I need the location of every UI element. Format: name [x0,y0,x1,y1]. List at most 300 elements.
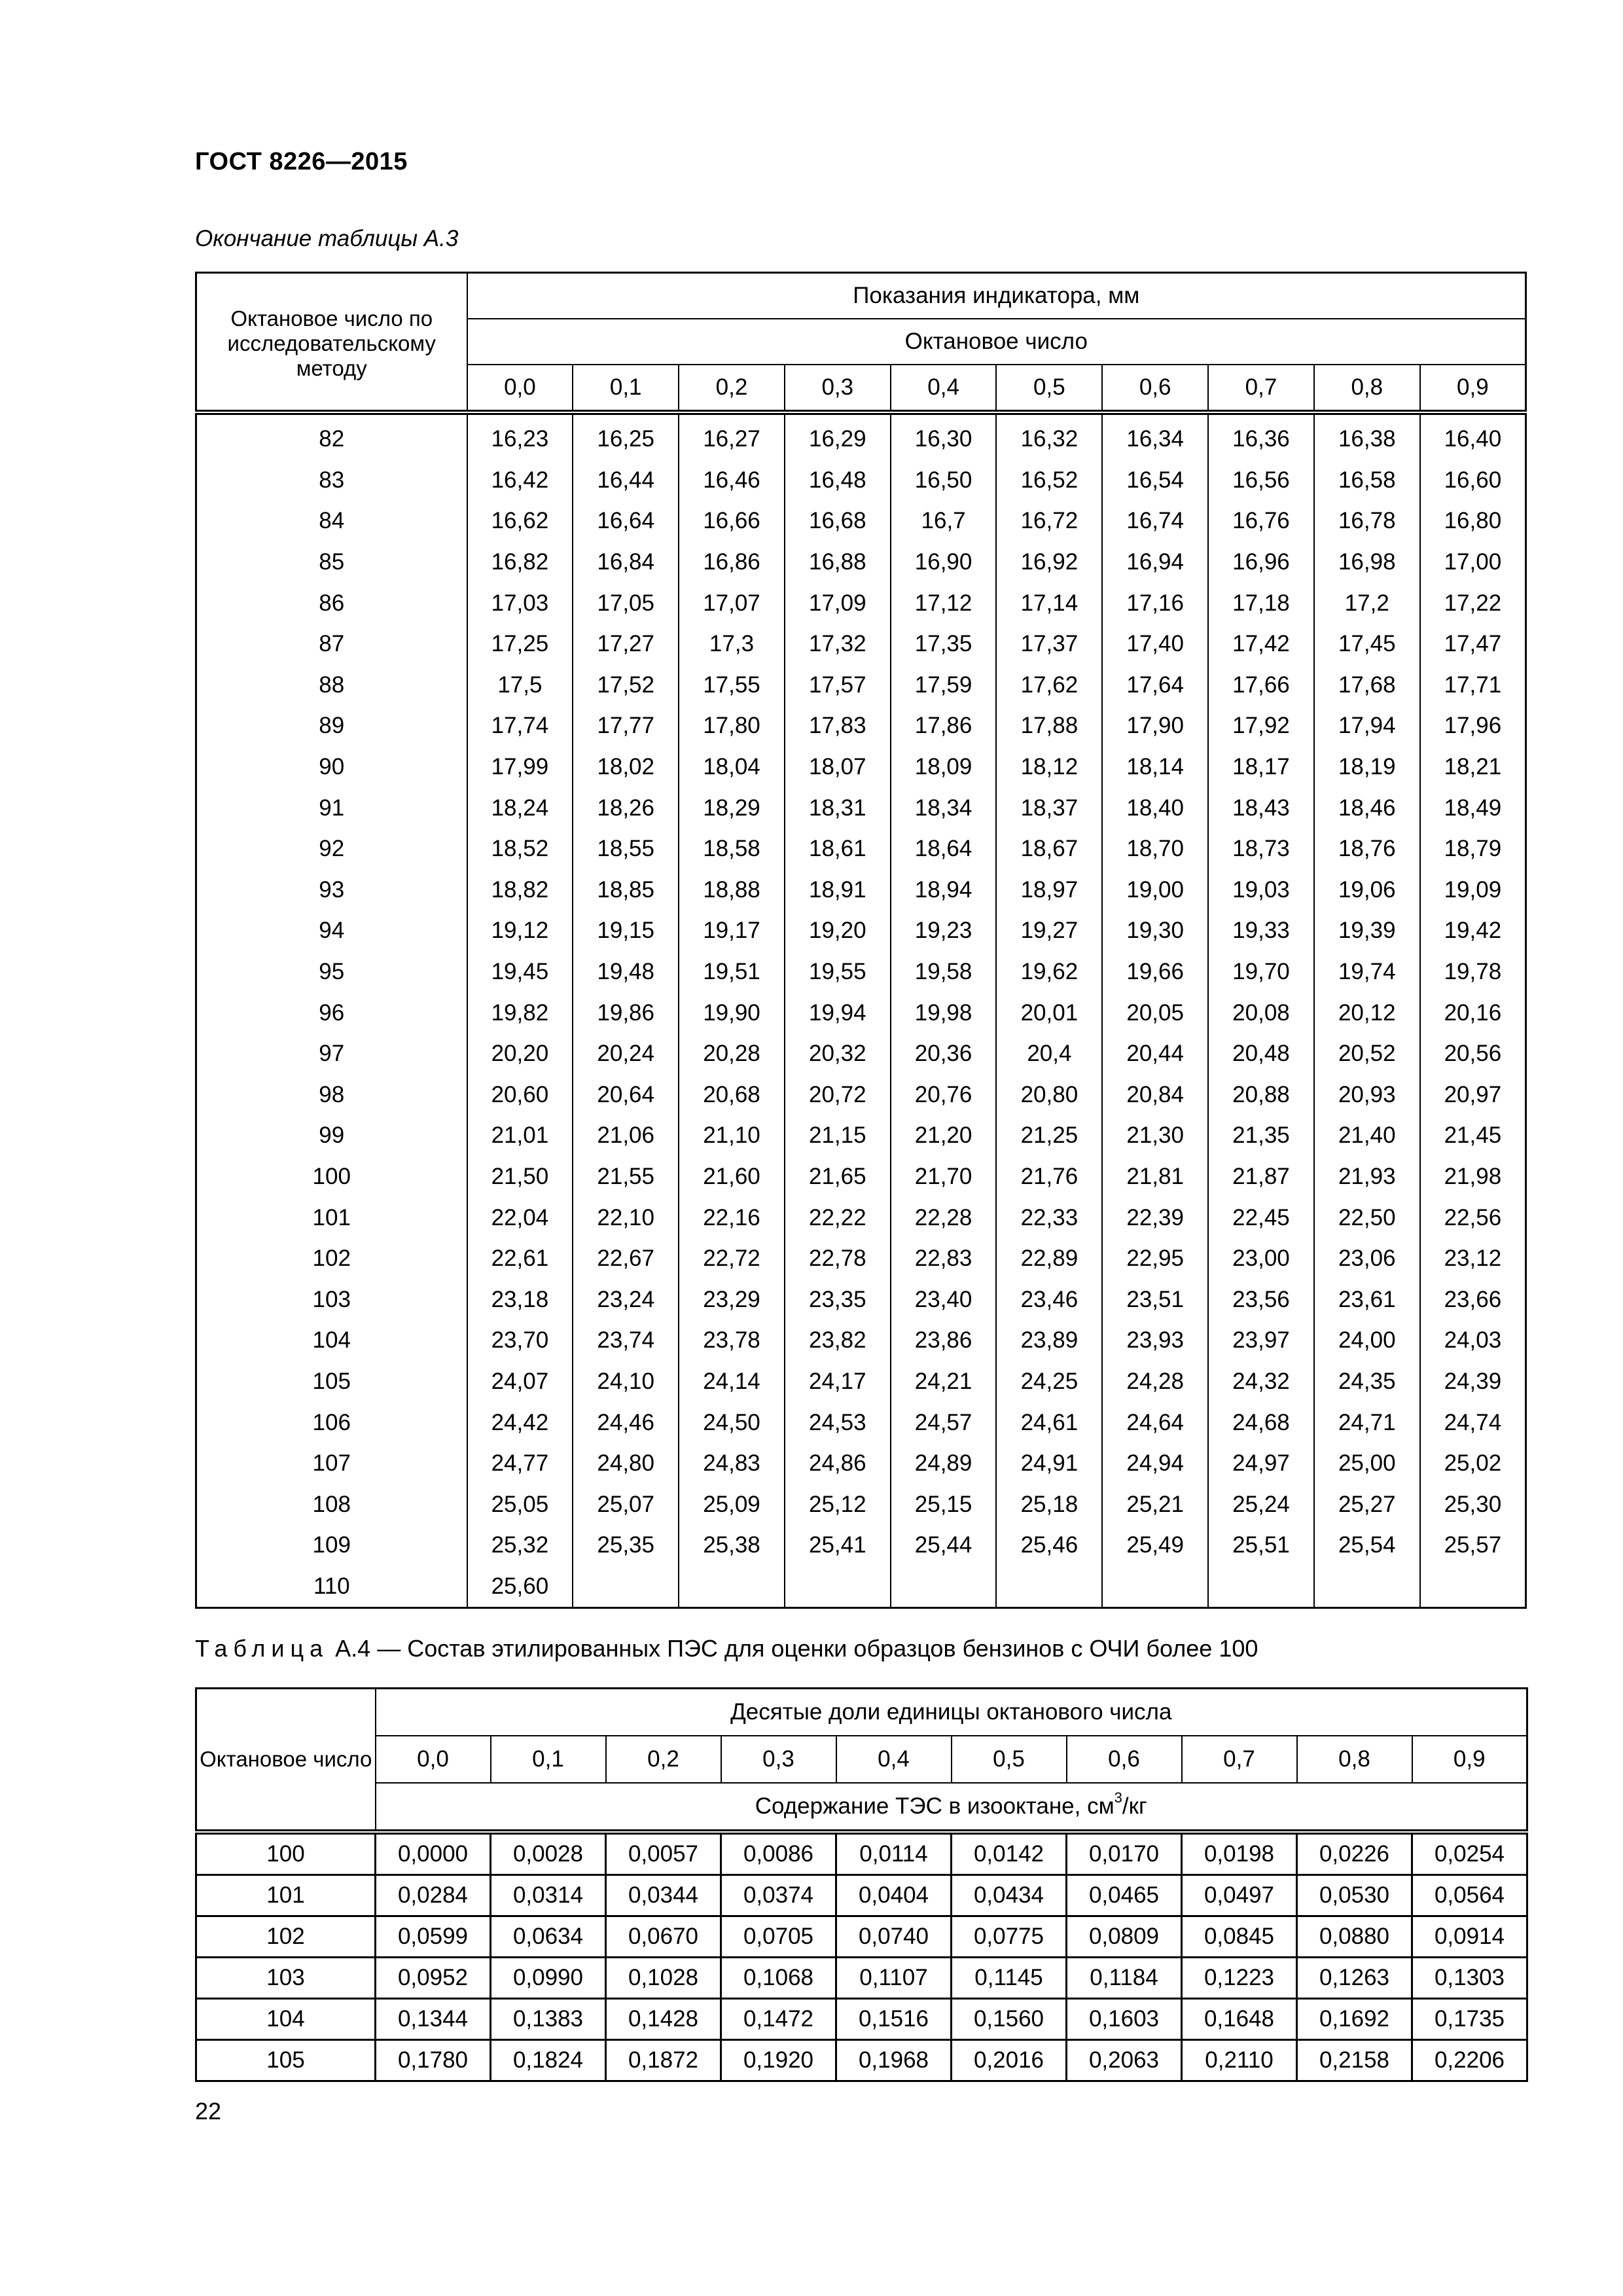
table-a3-cell: 24,00 [1314,1320,1420,1361]
table-a3-row [196,992,1526,1033]
table-a4-caption [195,1635,1258,1662]
table-a4-cell: 0,0990 [491,1958,606,1999]
table-a3-cell: 16,42 [467,460,573,501]
table-a3-cell: 23,00 [1208,1238,1314,1280]
table-a3-cell: 18,09 [891,747,997,788]
table-a3-cell: 19,33 [1208,910,1314,952]
table-a3-cell: 17,03 [467,583,573,624]
table-a4-units-header [376,1783,1527,1832]
table-a3-cell: 17,40 [1102,624,1208,665]
table-a3-row [196,952,1526,993]
table-a3-cell: 18,94 [891,870,997,911]
table-a3-cell: 21,50 [467,1157,573,1198]
table-a3-cell: 23,66 [1420,1279,1526,1320]
table-a4-cell: 0,0634 [491,1916,606,1958]
table-a3-cell: 16,78 [1314,501,1420,542]
table-a3-cell: 19,51 [679,952,785,993]
document-code: ГОСТ 8226—2015 [195,148,408,175]
table-a3-row-label: 87 [196,624,467,665]
table-a3-cell: 25,09 [679,1484,785,1525]
table-a3-cell: 20,68 [679,1075,785,1116]
table-a4-caption-word: Таблица [195,1635,329,1662]
table-a3-row [196,501,1526,542]
table-a3-cell: 16,74 [1102,501,1208,542]
table-a3-cell: 22,28 [891,1197,997,1238]
table-a3-cell: 25,54 [1314,1525,1420,1566]
table-a3-cell: 17,18 [1208,583,1314,624]
table-a3-cell: 17,3 [679,624,785,665]
table-a3-cell: 18,88 [679,870,785,911]
table-a4-group-header: Десятые доли единицы октанового числа [376,1689,1527,1736]
table-a3-cell: 24,68 [1208,1402,1314,1443]
table-a3-cell: 18,61 [785,829,891,870]
table-a3-cell: 16,27 [679,412,785,460]
table-a3-cell: 19,39 [1314,910,1420,952]
table-a3-row [196,1033,1526,1075]
table-a3-cell: 22,16 [679,1197,785,1238]
table-a3 [195,272,1527,1609]
table-a4-cell: 0,1263 [1297,1958,1412,1999]
table-a3-row-label: 89 [196,706,467,747]
table-a3-cell: 17,62 [996,665,1102,706]
table-a3-row [196,583,1526,624]
table-a3-cell: 17,77 [573,706,679,747]
table-a3-cell: 21,60 [679,1157,785,1198]
table-a3-row [196,1238,1526,1280]
table-a3-cell: 25,35 [573,1525,679,1566]
table-a3-cell: 17,74 [467,706,573,747]
table-a3-cell: 16,86 [679,542,785,583]
table-a3-cell: 18,40 [1102,787,1208,829]
table-a3-cell: 16,94 [1102,542,1208,583]
table-a3-row-label: 82 [196,412,467,460]
table-a3-cell: 16,54 [1102,460,1208,501]
table-a3-cell: 17,25 [467,624,573,665]
table-a3-cell: 18,46 [1314,787,1420,829]
table-a3-row-label: 101 [196,1197,467,1238]
table-a4-cell: 0,1735 [1412,1999,1527,2040]
table-a3-cell: 16,44 [573,460,679,501]
table-a3-cell: 22,56 [1420,1197,1526,1238]
table-a3-cell: 18,55 [573,829,679,870]
table-a3-cell: 20,32 [785,1033,891,1075]
table-a3-cell: 18,97 [996,870,1102,911]
table-a4-row [196,1916,1527,1958]
table-a4-cell: 0,0000 [376,1832,491,1875]
table-a3-cell: 24,25 [996,1361,1102,1403]
table-a3-row [196,1566,1526,1608]
table-a3-cell: 16,68 [785,501,891,542]
table-a3-cell: 24,50 [679,1402,785,1443]
table-a3-cell: 24,07 [467,1361,573,1403]
table-a3-cell: 20,64 [573,1075,679,1116]
table-a3-column-header: 0,5 [996,365,1102,412]
table-a3-cell: 18,76 [1314,829,1420,870]
table-a3-cell: 20,08 [1208,992,1314,1033]
table-a3-cell: 16,64 [573,501,679,542]
table-a3-cell: 25,24 [1208,1484,1314,1525]
table-a3-row [196,1075,1526,1116]
table-a3-cell: 24,64 [1102,1402,1208,1443]
table-a3-cell: 22,22 [785,1197,891,1238]
table-a3-row-label: 105 [196,1361,467,1403]
table-a3-row-label: 96 [196,992,467,1033]
table-a3-cell: 22,72 [679,1238,785,1280]
table-a3-row [196,412,1526,460]
table-a3-cell: 17,92 [1208,706,1314,747]
table-a3-cell: 18,82 [467,870,573,911]
table-a3-cell: 25,15 [891,1484,997,1525]
table-a3-row [196,870,1526,911]
table-a3-cell: 16,62 [467,501,573,542]
table-a3-cell: 24,77 [467,1443,573,1484]
table-a3-cell: 18,37 [996,787,1102,829]
table-a4-cell: 0,1472 [721,1999,836,2040]
table-a3-cell: 24,28 [1102,1361,1208,1403]
table-a3-cell: 20,80 [996,1075,1102,1116]
table-a3-cell: 17,35 [891,624,997,665]
table-a3-cell: 20,76 [891,1075,997,1116]
table-a3-cell: 25,60 [467,1566,573,1608]
table-a3-cell: 18,29 [679,787,785,829]
table-a3-cell: 20,24 [573,1033,679,1075]
table-a3-cell: 18,70 [1102,829,1208,870]
table-a3-row-label: 108 [196,1484,467,1525]
table-a3-row [196,624,1526,665]
table-a4-cell: 0,0497 [1182,1875,1297,1916]
table-a4-cell: 0,1516 [836,1999,952,2040]
table-a3-cell: 20,44 [1102,1033,1208,1075]
table-a3-cell: 25,46 [996,1525,1102,1566]
table-a3-cell: 19,94 [785,992,891,1033]
table-a4-row-label: 102 [196,1916,376,1958]
table-a3-cell [1420,1566,1526,1608]
table-a4-cell: 0,0599 [376,1916,491,1958]
table-a3-cell: 16,72 [996,501,1102,542]
table-a3-row [196,1157,1526,1198]
table-a3-cell: 24,35 [1314,1361,1420,1403]
table-a3-row-label: 106 [196,1402,467,1443]
table-a3-cell: 19,48 [573,952,679,993]
table-a3-cell: 17,5 [467,665,573,706]
table-a3-row-label: 83 [196,460,467,501]
table-a4-cell: 0,1968 [836,2040,952,2081]
table-a3-column-header: 0,2 [679,365,785,412]
table-a4-cell: 0,2110 [1182,2040,1297,2081]
table-a3-cell: 19,09 [1420,870,1526,911]
table-a3-cell: 16,7 [891,501,997,542]
table-a3-cell: 21,06 [573,1115,679,1157]
table-a3-cell: 22,39 [1102,1197,1208,1238]
table-a3-cell: 16,48 [785,460,891,501]
table-a3-cell [1102,1566,1208,1608]
table-a3-cell: 23,93 [1102,1320,1208,1361]
table-a3-cell: 24,46 [573,1402,679,1443]
table-a3-cell: 21,45 [1420,1115,1526,1157]
table-a3-cell: 21,65 [785,1157,891,1198]
table-a3-cell: 16,40 [1420,412,1526,460]
table-a3-cell: 20,52 [1314,1033,1420,1075]
table-a3-cell: 24,17 [785,1361,891,1403]
table-a3-cell: 23,06 [1314,1238,1420,1280]
table-a3-cell: 17,83 [785,706,891,747]
table-a4 [195,1687,1528,2082]
table-a3-cell: 17,09 [785,583,891,624]
table-a3-row [196,747,1526,788]
table-a4-cell: 0,1303 [1412,1958,1527,1999]
table-a4-cell: 0,1824 [491,2040,606,2081]
table-a3-row-label: 86 [196,583,467,624]
table-a3-cell: 17,45 [1314,624,1420,665]
table-a3-cell: 17,52 [573,665,679,706]
table-a3-cell: 24,97 [1208,1443,1314,1484]
table-a4-column-header: 0,3 [721,1736,836,1783]
table-a3-cell: 16,29 [785,412,891,460]
table-a3-cell: 17,2 [1314,583,1420,624]
table-a4-cell: 0,0086 [721,1832,836,1875]
table-a3-cell: 18,24 [467,787,573,829]
table-a3-cell: 17,80 [679,706,785,747]
table-a3-cell: 23,46 [996,1279,1102,1320]
table-a3-row-label: 94 [196,910,467,952]
table-a3-cell: 21,70 [891,1157,997,1198]
table-a4-cell: 0,1028 [606,1958,721,1999]
table-a3-cell: 22,04 [467,1197,573,1238]
table-a3-cell: 23,56 [1208,1279,1314,1320]
table-a3-cell: 24,91 [996,1443,1102,1484]
table-a3-cell: 16,32 [996,412,1102,460]
table-a3-row-label: 100 [196,1157,467,1198]
table-a3-cell: 25,05 [467,1484,573,1525]
table-a3-cell: 17,88 [996,706,1102,747]
table-a3-cell: 20,01 [996,992,1102,1033]
table-a3-column-header: 0,6 [1102,365,1208,412]
table-a3-cell: 16,30 [891,412,997,460]
table-a4-row-label: 103 [196,1958,376,1999]
table-a4-cell: 0,2206 [1412,2040,1527,2081]
table-a3-cell: 16,46 [679,460,785,501]
table-a4-cell: 0,1383 [491,1999,606,2040]
table-a3-cell: 21,93 [1314,1157,1420,1198]
table-a3-cell: 16,90 [891,542,997,583]
table-a3-cell: 23,35 [785,1279,891,1320]
table-a3-cell: 17,12 [891,583,997,624]
table-a4-cell: 0,0465 [1067,1875,1182,1916]
table-a3-cell: 24,86 [785,1443,891,1484]
table-a3-cell: 23,29 [679,1279,785,1320]
table-a3-cell: 17,37 [996,624,1102,665]
table-a3-cell [1314,1566,1420,1608]
table-a4-cell: 0,0404 [836,1875,952,1916]
table-a4-cell: 0,0284 [376,1875,491,1916]
table-a3-cell: 17,99 [467,747,573,788]
table-a4-cell: 0,0170 [1067,1832,1182,1875]
table-a3-cell [891,1566,997,1608]
table-a4-cell: 0,0845 [1182,1916,1297,1958]
table-a3-cell: 25,27 [1314,1484,1420,1525]
table-a3-cell: 19,30 [1102,910,1208,952]
table-a3-cell: 19,58 [891,952,997,993]
table-a4-cell: 0,1344 [376,1999,491,2040]
table-a3-cell: 18,07 [785,747,891,788]
table-a3-cell: 16,36 [1208,412,1314,460]
table-a3-cell: 16,92 [996,542,1102,583]
table-a3-header [196,273,1526,413]
table-a3-row [196,542,1526,583]
table-a4-cell: 0,1692 [1297,1999,1412,2040]
table-a3-column-header: 0,4 [891,365,997,412]
table-a4-row [196,1875,1527,1916]
table-a3-cell: 24,71 [1314,1402,1420,1443]
table-a3-cell: 25,44 [891,1525,997,1566]
table-a3-row [196,706,1526,747]
table-a3-cell: 18,91 [785,870,891,911]
table-a4-header [196,1689,1527,1833]
table-a3-cell: 17,16 [1102,583,1208,624]
table-a4-row-label: 104 [196,1999,376,2040]
units-prefix: Содержание ТЭС в изооктане, см [755,1793,1115,1819]
table-a3-cell: 17,66 [1208,665,1314,706]
table-a3-cell: 20,88 [1208,1075,1314,1116]
table-a3-row [196,910,1526,952]
table-a3-cell: 19,06 [1314,870,1420,911]
table-a3-cell: 16,66 [679,501,785,542]
table-a3-cell: 19,23 [891,910,997,952]
table-a3-cell: 22,10 [573,1197,679,1238]
table-a3-row-label: 103 [196,1279,467,1320]
table-a4-column-header: 0,2 [606,1736,721,1783]
table-a3-cell: 25,12 [785,1484,891,1525]
table-a4-cell: 0,0952 [376,1958,491,1999]
table-a3-cell: 19,74 [1314,952,1420,993]
table-a4-caption-title: А.4 — Состав этилированных ПЭС для оценки образцов бензинов с ОЧИ более 100 [329,1635,1258,1662]
table-a3-cell: 23,70 [467,1320,573,1361]
table-a3-row-label: 104 [196,1320,467,1361]
table-a4-cell: 0,1068 [721,1958,836,1999]
table-a3-cell: 19,98 [891,992,997,1033]
table-a3-cell: 22,45 [1208,1197,1314,1238]
table-a3-cell: 17,22 [1420,583,1526,624]
table-a3-cell: 18,67 [996,829,1102,870]
table-a3-cell: 17,00 [1420,542,1526,583]
table-a3-cell: 20,48 [1208,1033,1314,1075]
table-a3-cell: 25,21 [1102,1484,1208,1525]
table-a4-column-header: 0,0 [376,1736,491,1783]
table-a3-cell: 16,84 [573,542,679,583]
table-a3-column-header: 0,0 [467,365,573,412]
table-a3-cell: 19,20 [785,910,891,952]
table-a4-row [196,2040,1527,2081]
units-superscript: 3 [1114,1789,1122,1806]
table-a3-cell: 17,42 [1208,624,1314,665]
table-a3-cell: 20,05 [1102,992,1208,1033]
table-a3-cell: 24,74 [1420,1402,1526,1443]
table-a3-cell: 16,80 [1420,501,1526,542]
table-a3-cell: 17,71 [1420,665,1526,706]
table-a4-cell: 0,0434 [952,1875,1067,1916]
table-a3-cell: 16,96 [1208,542,1314,583]
table-a4-cell: 0,1780 [376,2040,491,2081]
table-a3-row [196,1443,1526,1484]
table-a3-cell: 23,18 [467,1279,573,1320]
table-a4-cell: 0,0705 [721,1916,836,1958]
table-a3-cell: 20,72 [785,1075,891,1116]
table-a4-cell: 0,1223 [1182,1958,1297,1999]
table-a4-cell: 0,0114 [836,1832,952,1875]
table-a4-cell: 0,1603 [1067,1999,1182,2040]
table-a3-cell: 18,34 [891,787,997,829]
table-a3-cell: 23,51 [1102,1279,1208,1320]
table-a3-cell [1208,1566,1314,1608]
table-a3-cell: 18,49 [1420,787,1526,829]
table-a4-cell: 0,2016 [952,2040,1067,2081]
table-a3-cell: 21,98 [1420,1157,1526,1198]
table-a3-cell: 19,15 [573,910,679,952]
table-a4-column-header: 0,8 [1297,1736,1412,1783]
table-a3-cell: 24,42 [467,1402,573,1443]
table-a3-cell: 23,12 [1420,1238,1526,1280]
table-a3-row [196,1279,1526,1320]
table-a3-cell [679,1566,785,1608]
table-a3-cell: 17,05 [573,583,679,624]
table-a3-row-label: 93 [196,870,467,911]
table-a3-cell: 23,40 [891,1279,997,1320]
table-a3-cell: 19,82 [467,992,573,1033]
table-a3-cell: 18,19 [1314,747,1420,788]
table-a3-cell: 22,67 [573,1238,679,1280]
table-a3-cell: 21,20 [891,1115,997,1157]
table-a3-row [196,829,1526,870]
table-a3-cell: 18,52 [467,829,573,870]
table-a4-column-header: 0,6 [1067,1736,1182,1783]
table-a4-cell: 0,0254 [1412,1832,1527,1875]
table-a3-cell: 25,07 [573,1484,679,1525]
table-a4-cell: 0,0809 [1067,1916,1182,1958]
table-a3-cell: 24,32 [1208,1361,1314,1403]
table-a3-row-label: 107 [196,1443,467,1484]
table-a4-cell: 0,0914 [1412,1916,1527,1958]
table-a3-cell: 18,02 [573,747,679,788]
table-a3-row-label: 99 [196,1115,467,1157]
table-a4-cell: 0,1648 [1182,1999,1297,2040]
table-a3-cell: 16,58 [1314,460,1420,501]
table-a3-cell: 24,53 [785,1402,891,1443]
table-a3-row-label: 95 [196,952,467,993]
table-a4-cell: 0,0028 [491,1832,606,1875]
table-a3-cell: 19,42 [1420,910,1526,952]
table-a3-row [196,460,1526,501]
table-a3-cell: 19,66 [1102,952,1208,993]
table-a4-cell: 0,0775 [952,1916,1067,1958]
table-a3-cell: 23,74 [573,1320,679,1361]
table-a4-cell: 0,0880 [1297,1916,1412,1958]
table-a3-cell: 19,12 [467,910,573,952]
table-a3-row [196,1525,1526,1566]
table-a3-column-header: 0,9 [1420,365,1526,412]
table-a3-cell: 22,33 [996,1197,1102,1238]
table-a3-cell: 19,62 [996,952,1102,993]
table-a3-row-label: 88 [196,665,467,706]
table-a3-row-label: 98 [196,1075,467,1116]
table-a4-row [196,1999,1527,2040]
table-a3-cell: 23,78 [679,1320,785,1361]
table-a4-column-header: 0,9 [1412,1736,1527,1783]
table-a4-cell: 0,0564 [1412,1875,1527,1916]
table-a4-cell: 0,2063 [1067,2040,1182,2081]
table-a3-row [196,665,1526,706]
table-a4-cell: 0,0198 [1182,1832,1297,1875]
table-a3-cell: 24,14 [679,1361,785,1403]
